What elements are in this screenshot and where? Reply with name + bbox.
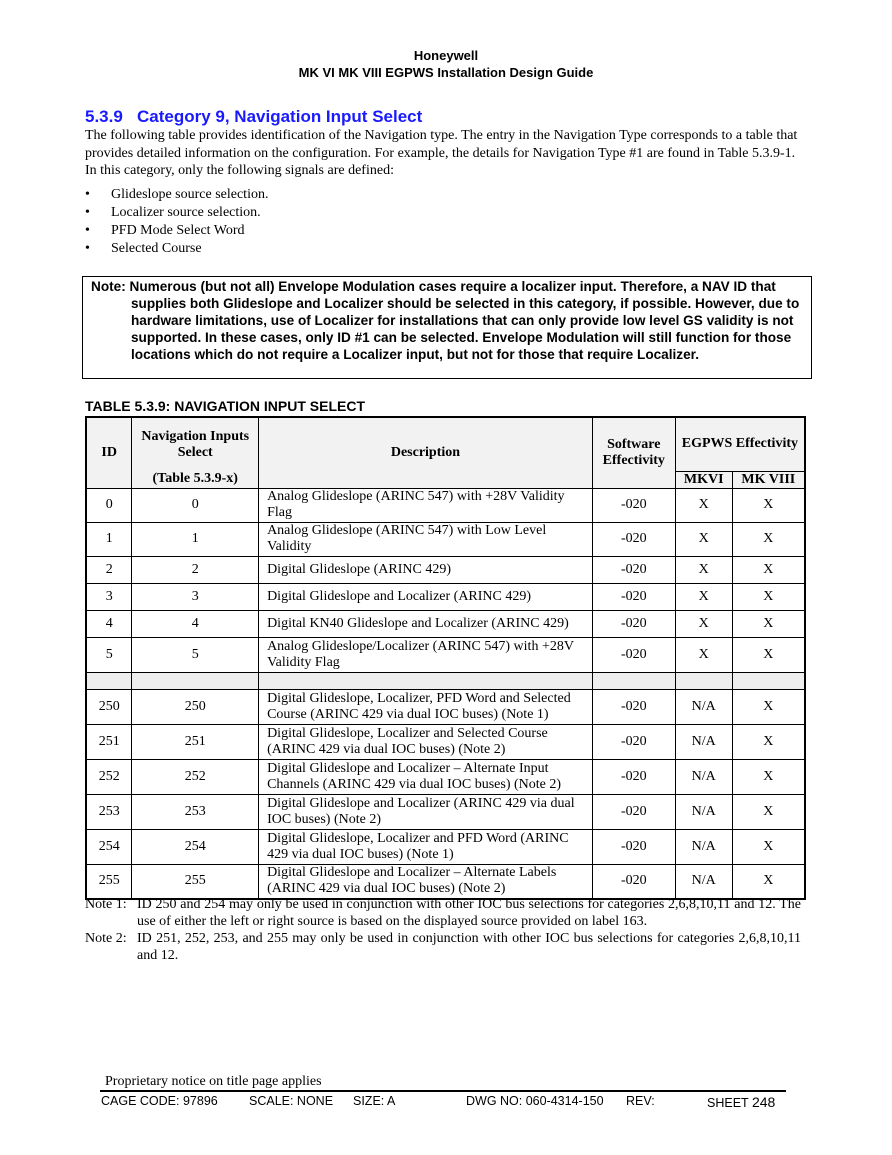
cell-description: Digital Glideslope, Localizer and PFD Word (ARINC 429 via dual IOC buses) (Note 1) xyxy=(259,829,593,864)
header-mkvi: MKVI xyxy=(675,471,732,488)
cell-mkviii: X xyxy=(732,829,805,864)
cell-nav xyxy=(132,672,259,689)
cell-software: -020 xyxy=(592,556,675,583)
bullet-glyph: • xyxy=(85,223,90,238)
scale: SCALE: NONE xyxy=(249,1094,334,1108)
cell-mkviii xyxy=(732,672,805,689)
cell-nav: 254 xyxy=(132,829,259,864)
cell-description: Analog Glideslope (ARINC 547) with Low Level Validity xyxy=(259,522,593,556)
cell-mkvi: X xyxy=(675,610,732,637)
list-item xyxy=(85,223,245,239)
header-software-effectivity: Software Effectivity xyxy=(592,417,675,488)
cell-description: Digital Glideslope and Localizer (ARINC 429 via dual IOC buses) (Note 2) xyxy=(259,794,593,829)
table-row xyxy=(86,864,805,899)
cell-description: Analog Glideslope/Localizer (ARINC 547) with +28V Validity Flag xyxy=(259,637,593,672)
table-caption: TABLE 5.3.9: NAVIGATION INPUT SELECT xyxy=(85,398,366,414)
cell-mkviii: X xyxy=(732,556,805,583)
cell-mkvi: N/A xyxy=(675,759,732,794)
cell-software: -020 xyxy=(592,724,675,759)
cell-mkviii: X xyxy=(732,794,805,829)
cell-mkviii: X xyxy=(732,864,805,899)
cell-software: -020 xyxy=(592,689,675,724)
footnote-text: ID 250 and 254 may only be used in conjunction with other IOC bus selections for categories 2,6,8,10,11 and 12. The use of either the left or right source is based on the displayed source provided on label 163. xyxy=(137,897,801,929)
cell-mkvi: X xyxy=(675,583,732,610)
cell-nav: 253 xyxy=(132,794,259,829)
footnote-label: Note 1: xyxy=(85,897,127,912)
cell-id: 252 xyxy=(86,759,132,794)
cell-software: -020 xyxy=(592,864,675,899)
note-text: Note: Numerous (but not all) Envelope Modulation cases require a localizer input. Therefore, a NAV ID that supplies both Glideslope and Localizer should be selected in this category, if possible. However, due to hardware limitations, use of Localizer for installations that can only provide low level GS validity is not supported. In these cases, only ID #1 can be selected. Envelope Modulation will still function for those locations which do not require a Localizer input, but not for those that require Localizer. xyxy=(91,279,800,362)
table-row xyxy=(86,759,805,794)
table-row xyxy=(86,829,805,864)
intro-paragraph: The following table provides identification of the Navigation type. The entry in the Navigation Type corresponds to a table that provides detailed information on the configuration. For example, the details for Navigation Type #1 are found in Table 5.3.9-1. In this category, only the following signals are defined: xyxy=(85,128,798,178)
sheet xyxy=(707,1094,775,1110)
bullet-text: Selected Course xyxy=(111,241,202,256)
bullet-glyph: • xyxy=(85,241,90,256)
cell-mkvi xyxy=(675,672,732,689)
header-description: Description xyxy=(259,417,593,488)
bullet-glyph: • xyxy=(85,187,90,202)
proprietary-notice: Proprietary notice on title page applies xyxy=(105,1074,322,1089)
cell-mkvi: X xyxy=(675,522,732,556)
cell-id: 251 xyxy=(86,724,132,759)
section-number: 5.3.9 xyxy=(85,107,123,126)
cell-mkviii: X xyxy=(732,724,805,759)
navigation-input-table xyxy=(85,416,806,900)
list-item xyxy=(85,205,261,221)
cell-id: 0 xyxy=(86,488,132,522)
bullet-text: PFD Mode Select Word xyxy=(111,223,245,238)
cell-mkvi: N/A xyxy=(675,689,732,724)
cell-nav: 4 xyxy=(132,610,259,637)
cell-id: 2 xyxy=(86,556,132,583)
cell-software: -020 xyxy=(592,522,675,556)
table-row xyxy=(86,689,805,724)
cell-description: Digital Glideslope and Localizer (ARINC 429) xyxy=(259,583,593,610)
cell-id: 5 xyxy=(86,637,132,672)
bullet-glyph: • xyxy=(85,205,90,220)
table-row xyxy=(86,522,805,556)
footnote-text: ID 251, 252, 253, and 255 may only be used in conjunction with other IOC bus selections for categories 2,6,8,10,11 and 12. xyxy=(137,931,801,963)
cell-description: Digital Glideslope (ARINC 429) xyxy=(259,556,593,583)
bullet-text: Localizer source selection. xyxy=(111,205,261,220)
cell-mkviii: X xyxy=(732,583,805,610)
cell-description xyxy=(259,672,593,689)
cell-description: Analog Glideslope (ARINC 547) with +28V Validity Flag xyxy=(259,488,593,522)
cell-nav: 2 xyxy=(132,556,259,583)
table-row xyxy=(86,556,805,583)
header-title: MK VI MK VIII EGPWS Installation Design Guide xyxy=(298,65,594,80)
table-row xyxy=(86,794,805,829)
cell-mkvi: N/A xyxy=(675,864,732,899)
cell-id: 1 xyxy=(86,522,132,556)
cell-software: -020 xyxy=(592,583,675,610)
cell-description: Digital Glideslope, Localizer, PFD Word and Selected Course (ARINC 429 via dual IOC buses) (Note 1) xyxy=(259,689,593,724)
cell-description: Digital KN40 Glideslope and Localizer (ARINC 429) xyxy=(259,610,593,637)
cell-nav: 251 xyxy=(132,724,259,759)
cell-mkvi: N/A xyxy=(675,794,732,829)
cell-nav: 1 xyxy=(132,522,259,556)
table-row xyxy=(86,583,805,610)
header-mkviii: MK VIII xyxy=(732,471,805,488)
cell-nav: 252 xyxy=(132,759,259,794)
note-box xyxy=(82,276,812,379)
header-company: Honeywell xyxy=(413,48,479,63)
cell-nav: 250 xyxy=(132,689,259,724)
table-row xyxy=(86,488,805,522)
sheet-number: 248 xyxy=(751,1094,776,1110)
cell-mkvi: X xyxy=(675,637,732,672)
cell-software xyxy=(592,672,675,689)
cell-software: -020 xyxy=(592,610,675,637)
cell-id: 255 xyxy=(86,864,132,899)
cell-nav: 3 xyxy=(132,583,259,610)
section-heading xyxy=(85,107,422,127)
footer-rule xyxy=(100,1090,786,1092)
footnote-2 xyxy=(85,931,801,964)
list-item xyxy=(85,187,268,203)
cell-description: Digital Glideslope, Localizer and Selected Course (ARINC 429 via dual IOC buses) (Note 2) xyxy=(259,724,593,759)
footnote-1 xyxy=(85,897,801,930)
cell-id: 254 xyxy=(86,829,132,864)
cell-mkviii: X xyxy=(732,610,805,637)
cell-description: Digital Glideslope and Localizer – Alternate Input Channels (ARINC 429 via dual IOC buses) (Note 2) xyxy=(259,759,593,794)
cell-id: 3 xyxy=(86,583,132,610)
cell-mkviii: X xyxy=(732,637,805,672)
table-row xyxy=(86,724,805,759)
table-row xyxy=(86,610,805,637)
header-egpws-effectivity: EGPWS Effectivity xyxy=(675,417,805,471)
cell-description: Digital Glideslope and Localizer – Alternate Labels (ARINC 429 via dual IOC buses) (Note 2) xyxy=(259,864,593,899)
cell-mkviii: X xyxy=(732,759,805,794)
cell-mkviii: X xyxy=(732,689,805,724)
table-row xyxy=(86,637,805,672)
cell-id: 253 xyxy=(86,794,132,829)
sheet-label: SHEET xyxy=(707,1096,749,1110)
cell-software: -020 xyxy=(592,488,675,522)
footnote-label: Note 2: xyxy=(85,931,127,946)
list-item xyxy=(85,241,202,257)
header-id: ID xyxy=(86,417,132,488)
cell-id: 4 xyxy=(86,610,132,637)
cell-mkvi: N/A xyxy=(675,829,732,864)
section-title: Category 9, Navigation Input Select xyxy=(137,107,423,126)
table-row-spacer xyxy=(86,672,805,689)
drawing-number: DWG NO: 060-4314-150 xyxy=(466,1094,604,1108)
cell-nav: 255 xyxy=(132,864,259,899)
size: SIZE: A xyxy=(353,1094,396,1108)
cell-mkvi: X xyxy=(675,556,732,583)
header-nav-inputs: Navigation Inputs Select xyxy=(132,417,259,471)
cell-software: -020 xyxy=(592,637,675,672)
revision: REV: xyxy=(626,1094,655,1108)
cell-nav: 5 xyxy=(132,637,259,672)
cell-id xyxy=(86,672,132,689)
header-nav-inputs-sub: (Table 5.3.9-x) xyxy=(132,471,259,488)
cell-software: -020 xyxy=(592,794,675,829)
cell-nav: 0 xyxy=(132,488,259,522)
cell-id: 250 xyxy=(86,689,132,724)
cell-mkviii: X xyxy=(732,522,805,556)
cell-mkvi: N/A xyxy=(675,724,732,759)
cell-software: -020 xyxy=(592,759,675,794)
cage-code: CAGE CODE: 97896 xyxy=(101,1094,218,1108)
cell-software: -020 xyxy=(592,829,675,864)
cell-mkviii: X xyxy=(732,488,805,522)
bullet-text: Glideslope source selection. xyxy=(111,187,269,202)
cell-mkvi: X xyxy=(675,488,732,522)
